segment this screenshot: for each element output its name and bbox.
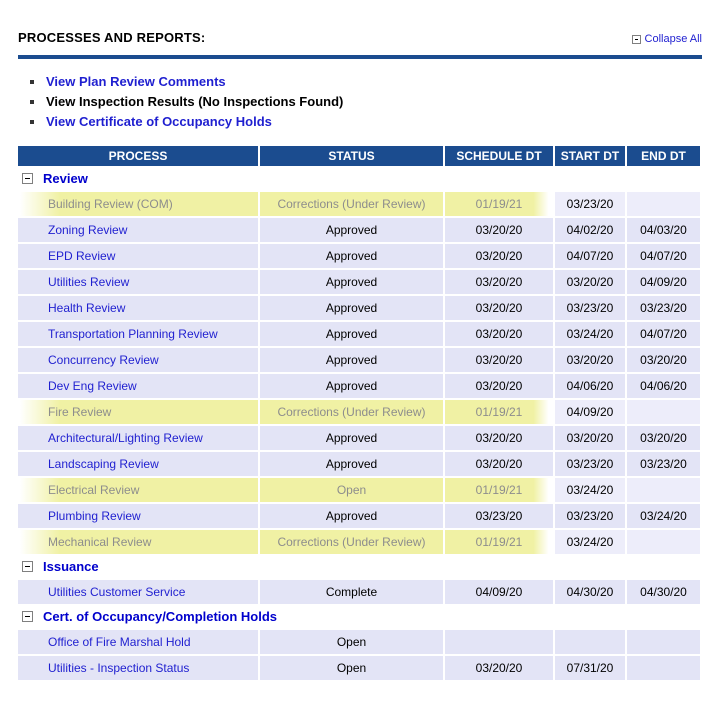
end-dt-cell: 04/09/20 xyxy=(627,270,700,296)
process-link[interactable]: Utilities Review xyxy=(48,275,130,289)
section-title: Cert. of Occupancy/Completion Holds xyxy=(43,609,278,624)
end-dt-cell: 04/03/20 xyxy=(627,218,700,244)
status-cell: Open xyxy=(260,478,445,504)
schedule-dt-cell: 03/20/20 xyxy=(445,452,555,478)
end-dt-cell xyxy=(627,630,700,656)
schedule-dt-cell: 03/20/20 xyxy=(445,322,555,348)
process-label: Fire Review xyxy=(48,405,112,419)
status-cell: Approved xyxy=(260,504,445,530)
end-dt-cell: 04/07/20 xyxy=(627,244,700,270)
table-row xyxy=(18,452,700,478)
end-dt-cell: 03/20/20 xyxy=(627,426,700,452)
view-plan-review-comments-link[interactable]: View Plan Review Comments xyxy=(46,74,226,89)
section-collapse-icon[interactable] xyxy=(22,173,33,184)
list-item xyxy=(30,92,702,112)
table-row xyxy=(18,400,700,426)
start-dt-cell: 03/23/20 xyxy=(555,452,627,478)
start-dt-cell: 03/20/20 xyxy=(555,270,627,296)
schedule-dt-cell: 03/20/20 xyxy=(445,426,555,452)
table-row xyxy=(18,270,700,296)
status-cell: Approved xyxy=(260,270,445,296)
section-row-review xyxy=(18,168,700,192)
process-link[interactable]: Health Review xyxy=(48,301,126,315)
process-link[interactable]: Architectural/Lighting Review xyxy=(48,431,203,445)
process-link[interactable]: Transportation Planning Review xyxy=(48,327,218,341)
table-row xyxy=(18,348,700,374)
end-dt-cell xyxy=(627,192,700,218)
start-dt-cell: 07/31/20 xyxy=(555,656,627,682)
table-row xyxy=(18,218,700,244)
end-dt-cell: 04/06/20 xyxy=(627,374,700,400)
section-title: Review xyxy=(43,171,88,186)
col-header-status: STATUS xyxy=(260,146,445,168)
section-title: Issuance xyxy=(43,559,99,574)
end-dt-cell: 03/23/20 xyxy=(627,452,700,478)
start-dt-cell: 03/24/20 xyxy=(555,478,627,504)
section-row-cert-of-occupancy-completion-holds xyxy=(18,606,700,630)
col-header-schedule-dt: SCHEDULE DT xyxy=(445,146,555,168)
status-cell: Approved xyxy=(260,426,445,452)
table-row xyxy=(18,374,700,400)
start-dt-cell: 04/07/20 xyxy=(555,244,627,270)
process-table xyxy=(18,146,700,682)
end-dt-cell: 04/30/20 xyxy=(627,580,700,606)
view-certificate-occupancy-holds-link[interactable]: View Certificate of Occupancy Holds xyxy=(46,114,272,129)
status-cell: Open xyxy=(260,656,445,682)
start-dt-cell: 04/30/20 xyxy=(555,580,627,606)
table-row xyxy=(18,504,700,530)
status-cell: Approved xyxy=(260,296,445,322)
start-dt-cell xyxy=(555,630,627,656)
table-row xyxy=(18,244,700,270)
schedule-dt-cell: 01/19/21 xyxy=(445,192,555,218)
process-link[interactable]: Dev Eng Review xyxy=(48,379,137,393)
process-label: Mechanical Review xyxy=(48,535,152,549)
schedule-dt-cell xyxy=(445,630,555,656)
status-cell: Approved xyxy=(260,244,445,270)
schedule-dt-cell: 03/20/20 xyxy=(445,270,555,296)
schedule-dt-cell: 03/20/20 xyxy=(445,296,555,322)
col-header-end-dt: END DT xyxy=(627,146,700,168)
status-cell: Approved xyxy=(260,218,445,244)
table-row xyxy=(18,630,700,656)
status-cell: Corrections (Under Review) xyxy=(260,530,445,556)
table-header-row xyxy=(18,146,700,168)
process-label: Electrical Review xyxy=(48,483,140,497)
col-header-start-dt: START DT xyxy=(555,146,627,168)
title-divider xyxy=(18,55,702,59)
process-link[interactable]: Office of Fire Marshal Hold xyxy=(48,635,191,649)
table-row xyxy=(18,656,700,682)
schedule-dt-cell: 03/20/20 xyxy=(445,244,555,270)
end-dt-cell xyxy=(627,530,700,556)
schedule-dt-cell: 01/19/21 xyxy=(445,400,555,426)
collapse-all-label[interactable]: Collapse All xyxy=(644,33,702,45)
table-row xyxy=(18,478,700,504)
process-link[interactable]: Utilities - Inspection Status xyxy=(48,661,190,675)
collapse-all-link[interactable] xyxy=(632,33,702,45)
status-cell: Corrections (Under Review) xyxy=(260,192,445,218)
status-cell: Open xyxy=(260,630,445,656)
start-dt-cell: 03/23/20 xyxy=(555,296,627,322)
col-header-process: PROCESS xyxy=(18,146,260,168)
schedule-dt-cell: 03/20/20 xyxy=(445,218,555,244)
start-dt-cell: 03/24/20 xyxy=(555,322,627,348)
table-row xyxy=(18,322,700,348)
start-dt-cell: 03/20/20 xyxy=(555,426,627,452)
table-row xyxy=(18,580,700,606)
schedule-dt-cell: 03/20/20 xyxy=(445,348,555,374)
schedule-dt-cell: 01/19/21 xyxy=(445,530,555,556)
table-row xyxy=(18,296,700,322)
process-link[interactable]: Landscaping Review xyxy=(48,457,159,471)
top-bar xyxy=(18,0,702,45)
process-link[interactable]: Concurrency Review xyxy=(48,353,159,367)
view-inspection-results-text: View Inspection Results (No Inspections Found) xyxy=(46,94,344,109)
process-link[interactable]: Zoning Review xyxy=(48,223,128,237)
section-collapse-icon[interactable] xyxy=(22,611,33,622)
status-cell: Approved xyxy=(260,452,445,478)
table-row xyxy=(18,530,700,556)
schedule-dt-cell: 03/23/20 xyxy=(445,504,555,530)
schedule-dt-cell: 03/20/20 xyxy=(445,374,555,400)
end-dt-cell xyxy=(627,656,700,682)
schedule-dt-cell: 03/20/20 xyxy=(445,656,555,682)
end-dt-cell: 03/20/20 xyxy=(627,348,700,374)
start-dt-cell: 03/20/20 xyxy=(555,348,627,374)
section-collapse-icon[interactable] xyxy=(22,561,33,572)
collapse-minus-icon[interactable] xyxy=(632,35,641,44)
start-dt-cell: 03/24/20 xyxy=(555,530,627,556)
start-dt-cell: 03/23/20 xyxy=(555,504,627,530)
end-dt-cell: 04/07/20 xyxy=(627,322,700,348)
start-dt-cell: 03/23/20 xyxy=(555,192,627,218)
report-links-list xyxy=(30,72,702,132)
start-dt-cell: 04/09/20 xyxy=(555,400,627,426)
end-dt-cell xyxy=(627,478,700,504)
status-cell: Approved xyxy=(260,348,445,374)
start-dt-cell: 04/06/20 xyxy=(555,374,627,400)
process-link[interactable]: EPD Review xyxy=(48,249,116,263)
list-item xyxy=(30,72,702,92)
table-row xyxy=(18,426,700,452)
status-cell: Approved xyxy=(260,374,445,400)
section-row-issuance xyxy=(18,556,700,580)
end-dt-cell xyxy=(627,400,700,426)
page-title: PROCESSES AND REPORTS: xyxy=(18,30,206,45)
status-cell: Approved xyxy=(260,322,445,348)
end-dt-cell: 03/23/20 xyxy=(627,296,700,322)
end-dt-cell: 03/24/20 xyxy=(627,504,700,530)
status-cell: Corrections (Under Review) xyxy=(260,400,445,426)
schedule-dt-cell: 01/19/21 xyxy=(445,478,555,504)
schedule-dt-cell: 04/09/20 xyxy=(445,580,555,606)
start-dt-cell: 04/02/20 xyxy=(555,218,627,244)
status-cell: Complete xyxy=(260,580,445,606)
table-row xyxy=(18,192,700,218)
process-link[interactable]: Plumbing Review xyxy=(48,509,141,523)
process-label: Building Review (COM) xyxy=(48,197,173,211)
list-item xyxy=(30,112,702,132)
process-link[interactable]: Utilities Customer Service xyxy=(48,585,186,599)
